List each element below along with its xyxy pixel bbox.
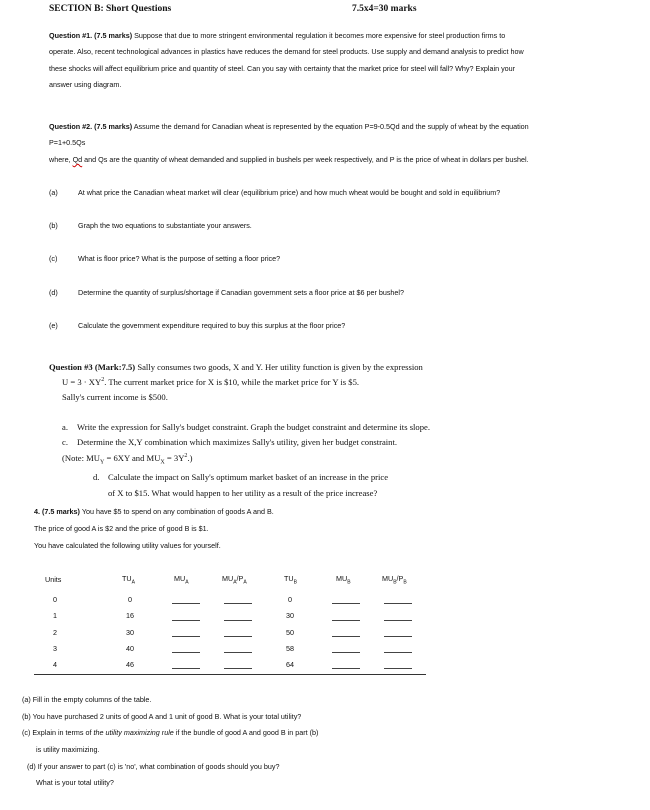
q2-part-d-label: (d) <box>49 288 58 297</box>
q3-part-c-label: c. <box>62 437 68 447</box>
blank-mu-a-over-p-a <box>224 636 252 637</box>
q4-part-d: (d) If your answer to part (c) is 'no', what combination of goods should you buy? <box>27 762 280 771</box>
cell-tu-b: 30 <box>286 611 294 620</box>
header-tu-b: $TU_B$ <box>284 574 297 586</box>
q2-line2: P=1+0.5Qs <box>49 138 86 147</box>
header-mu-a: $MU_A$ <box>174 574 189 586</box>
q4-part-a: (a) Fill in the empty columns of the table. <box>22 695 152 704</box>
header-mu-a-over-p-a: $MU_A/P_A$ <box>222 574 247 586</box>
q3-part-a-label: a. <box>62 422 68 432</box>
cell-tu-a: 0 <box>128 595 132 604</box>
cell-tu-a: 46 <box>126 660 134 669</box>
blank-mu-a-over-p-a <box>224 620 252 621</box>
q3-part-d-line1: Calculate the impact on Sally's optimum market basket of an increase in the price <box>108 472 389 482</box>
blank-mu-b-over-p-b <box>384 603 412 604</box>
blank-mu-a <box>172 652 200 653</box>
q2-part-e-label: (e) <box>49 321 58 330</box>
q2-part-b-label: (b) <box>49 221 58 230</box>
q3-label: Question #3 (Mark:7.5) <box>49 362 136 372</box>
blank-mu-a <box>172 620 200 621</box>
blank-mu-b-over-p-b <box>384 652 412 653</box>
cell-units: 4 <box>53 660 57 669</box>
section-title: SECTION B: Short Questions <box>49 4 172 14</box>
cell-units: 1 <box>53 611 57 620</box>
q2-part-c-text: What is floor price? What is the purpose of setting a floor price? <box>78 254 281 263</box>
blank-mu-b <box>332 603 360 604</box>
q4-line3: You have calculated the following utility values for yourself. <box>34 541 221 550</box>
blank-mu-a-over-p-a <box>224 668 252 669</box>
cell-tu-a: 30 <box>126 628 134 637</box>
q4-label: 4. (7.5 marks) <box>34 507 80 516</box>
blank-mu-a-over-p-a <box>224 652 252 653</box>
q4-part-c-cont: is utility maximizing. <box>36 745 100 754</box>
blank-mu-a-over-p-a <box>224 603 252 604</box>
q3-note: (Note: $MU_Y = 6XY$ and $MU_X = 3Y^2$.) <box>62 453 193 466</box>
q3-line1: Question #3 (Mark:7.5) Sally consumes two goods, X and Y. Her utility function is given by the expression <box>49 362 423 372</box>
header-tu-a: $TU_A$ <box>122 574 135 586</box>
q3-part-d-label: d. <box>93 472 100 482</box>
q1-line1: Question #1. (7.5 marks) Suppose that due to more stringent environmental regulation it becomes more expensive for steel production firms to <box>49 31 506 40</box>
q4-part-b: (b) You have purchased 2 units of good A and 1 unit of good B. What is your total utility? <box>22 712 302 721</box>
q1-line2: operate. Also, recent technological advances in plastics have reduces the demand for steel products. Use supply and demand analysis to predict how <box>49 47 524 56</box>
q4-line1: 4. (7.5 marks) You have $5 to spend on any combination of goods A and B. <box>34 507 274 516</box>
cell-tu-b: 0 <box>288 595 292 604</box>
q2-part-c-label: (c) <box>49 254 58 263</box>
q4-line2: The price of good A is $2 and the price of good B is $1. <box>34 524 209 533</box>
cell-units: 3 <box>53 644 57 653</box>
header-units: Units <box>45 575 62 584</box>
blank-mu-b-over-p-b <box>384 636 412 637</box>
cell-tu-b: 50 <box>286 628 294 637</box>
q1-label: Question #1. (7.5 marks) <box>49 31 133 40</box>
q1-line3: these shocks will affect equilibrium price and quantity of steel. Can you say with certainty that the market price for steel will fall? Why? Explain your <box>49 64 516 73</box>
cell-units: 0 <box>53 595 57 604</box>
q2-part-d-text: Determine the quantity of surplus/shortage if Canadian government sets a floor price at $6 per bushel? <box>78 288 405 297</box>
cell-tu-a: 40 <box>126 644 134 653</box>
cell-tu-a: 16 <box>126 611 134 620</box>
header-mu-b: $MU_B$ <box>336 574 351 586</box>
q4-part-d-cont: What is your total utility? <box>36 778 114 787</box>
q1-line4: answer using diagram. <box>49 80 122 89</box>
q2-part-b-text: Graph the two equations to substantiate your answers. <box>78 221 252 230</box>
blank-mu-b-over-p-b <box>384 668 412 669</box>
q2-line3: where, Qd and Qs are the quantity of wheat demanded and supplied in bushels per week respectively, and P is the price of wheat in dollars per bushel. <box>49 155 529 164</box>
blank-mu-b <box>332 636 360 637</box>
blank-mu-a <box>172 636 200 637</box>
q2-part-a-text: At what price the Canadian wheat market will clear (equilibrium price) and how much wheat would be bought and sold in equilibrium? <box>78 188 501 197</box>
blank-mu-a <box>172 668 200 669</box>
table-bottom-rule <box>34 674 426 675</box>
cell-tu-b: 58 <box>286 644 294 653</box>
q3-part-a-text: Write the expression for Sally's budget constraint. Graph the budget constraint and determine its slope. <box>77 422 430 432</box>
q3-part-d-line2: of X to $15. What would happen to her utility as a result of the price increase? <box>108 488 378 498</box>
q2-part-e-text: Calculate the government expenditure required to buy this surplus at the floor price? <box>78 321 346 330</box>
q3-utility-line: $U = 3 \cdot XY^2$. The current market price for X is $10, while the market price for Y is $5. <box>62 377 360 387</box>
blank-mu-b <box>332 668 360 669</box>
blank-mu-b <box>332 652 360 653</box>
q2-line1: Question #2. (7.5 marks) Assume the demand for Canadian wheat is represented by the equation P=9-0.5Qd and the supply of wheat by the equation <box>49 122 529 131</box>
q3-income: Sally's current income is $500. <box>62 392 168 402</box>
cell-units: 2 <box>53 628 57 637</box>
section-marks: 7.5x4=30 marks <box>352 4 417 14</box>
q2-part-a-label: (a) <box>49 188 58 197</box>
q3-part-c-text: Determine the X,Y combination which maximizes Sally's utility, given her budget constraint. <box>77 437 398 447</box>
blank-mu-b-over-p-b <box>384 620 412 621</box>
blank-mu-b <box>332 620 360 621</box>
cell-tu-b: 64 <box>286 660 294 669</box>
q4-part-c: (c) Explain in terms of the utility maximizing rule if the bundle of good A and good B in part (b) <box>22 728 319 737</box>
blank-mu-a <box>172 603 200 604</box>
header-mu-b-over-p-b: $MU_B/P_B$ <box>382 574 407 586</box>
q2-label: Question #2. (7.5 marks) <box>49 122 133 131</box>
